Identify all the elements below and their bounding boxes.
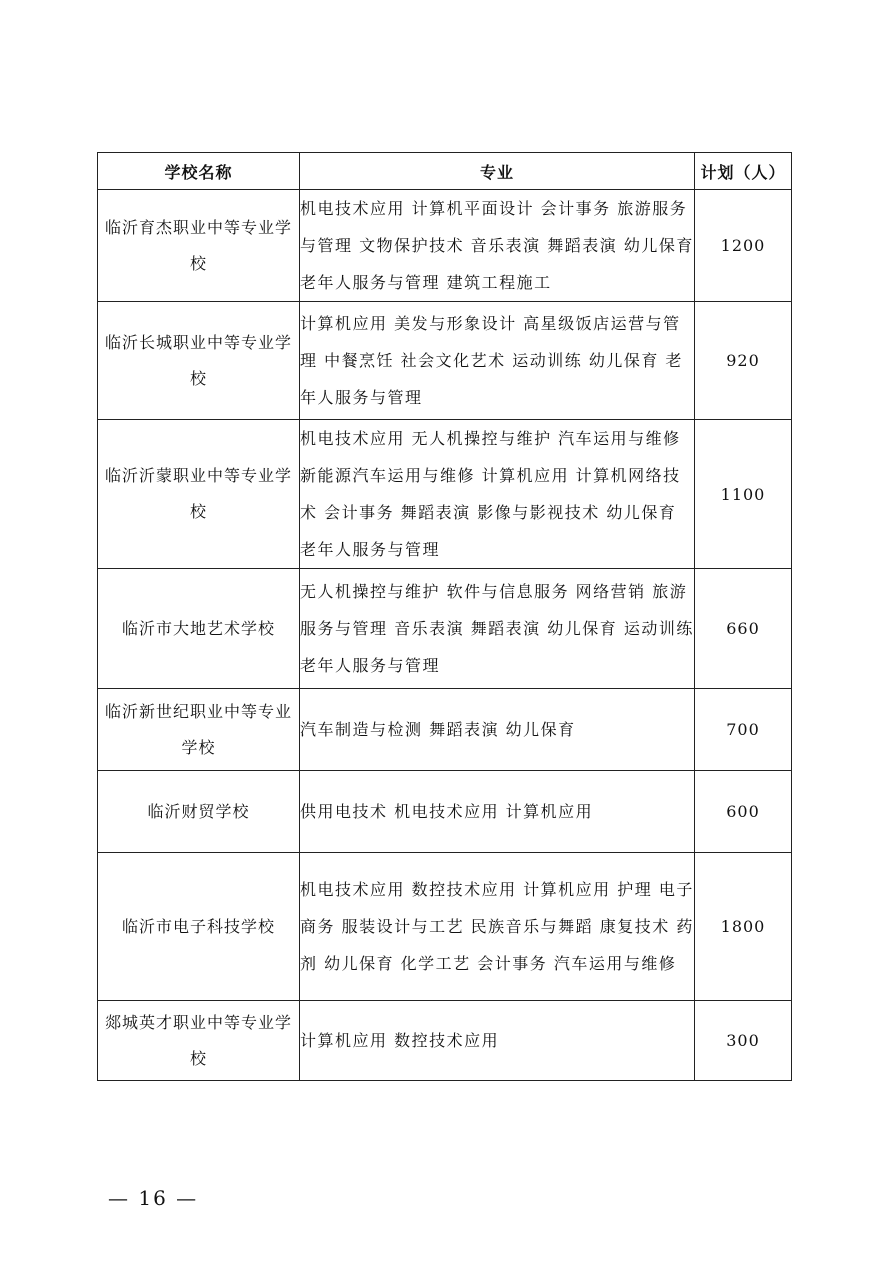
header-plan: 计划（人） bbox=[695, 153, 792, 190]
majors-cell: 机电技术应用 无人机操控与维护 汽车运用与维修 新能源汽车运用与维修 计算机应用 计算机网络技术 会计事务 舞蹈表演 影像与影视技术 幼儿保育 老年人服务与管理 bbox=[300, 420, 695, 569]
majors-cell: 机电技术应用 数控技术应用 计算机应用 护理 电子商务 服装设计与工艺 民族音乐与舞蹈 康复技术 药剂 幼儿保育 化学工艺 会计事务 汽车运用与维修 bbox=[300, 853, 695, 1001]
plan-count-cell: 600 bbox=[695, 771, 792, 853]
header-school-name: 学校名称 bbox=[98, 153, 300, 190]
table-row bbox=[98, 302, 792, 420]
table-row bbox=[98, 569, 792, 689]
school-name-cell: 临沂沂蒙职业中等专业学校 bbox=[98, 420, 300, 569]
school-name-cell: 临沂市大地艺术学校 bbox=[98, 569, 300, 689]
school-name-cell: 临沂市电子科技学校 bbox=[98, 853, 300, 1001]
majors-cell: 无人机操控与维护 软件与信息服务 网络营销 旅游服务与管理 音乐表演 舞蹈表演 幼儿保育 运动训练 老年人服务与管理 bbox=[300, 569, 695, 689]
plan-count-cell: 920 bbox=[695, 302, 792, 420]
table-row bbox=[98, 853, 792, 1001]
majors-cell: 计算机应用 美发与形象设计 高星级饭店运营与管理 中餐烹饪 社会文化艺术 运动训练 幼儿保育 老年人服务与管理 bbox=[300, 302, 695, 420]
enrollment-plan-table bbox=[97, 152, 792, 1081]
majors-cell: 机电技术应用 计算机平面设计 会计事务 旅游服务与管理 文物保护技术 音乐表演 舞蹈表演 幼儿保育 老年人服务与管理 建筑工程施工 bbox=[300, 190, 695, 302]
majors-cell: 供用电技术 机电技术应用 计算机应用 bbox=[300, 771, 695, 853]
page-number: — 16 — bbox=[108, 1186, 199, 1210]
plan-count-cell: 660 bbox=[695, 569, 792, 689]
table-row bbox=[98, 689, 792, 771]
school-name-cell: 临沂财贸学校 bbox=[98, 771, 300, 853]
plan-count-cell: 700 bbox=[695, 689, 792, 771]
majors-cell: 计算机应用 数控技术应用 bbox=[300, 1001, 695, 1081]
plan-count-cell: 1800 bbox=[695, 853, 792, 1001]
table-row bbox=[98, 771, 792, 853]
plan-count-cell: 1100 bbox=[695, 420, 792, 569]
table-row bbox=[98, 420, 792, 569]
school-name-cell: 郯城英才职业中等专业学校 bbox=[98, 1001, 300, 1081]
header-major: 专业 bbox=[300, 153, 695, 190]
table-header-row bbox=[98, 153, 792, 190]
table-row bbox=[98, 190, 792, 302]
table-row bbox=[98, 1001, 792, 1081]
majors-cell: 汽车制造与检测 舞蹈表演 幼儿保育 bbox=[300, 689, 695, 771]
plan-count-cell: 300 bbox=[695, 1001, 792, 1081]
school-name-cell: 临沂育杰职业中等专业学校 bbox=[98, 190, 300, 302]
plan-count-cell: 1200 bbox=[695, 190, 792, 302]
school-name-cell: 临沂新世纪职业中等专业学校 bbox=[98, 689, 300, 771]
school-name-cell: 临沂长城职业中等专业学校 bbox=[98, 302, 300, 420]
